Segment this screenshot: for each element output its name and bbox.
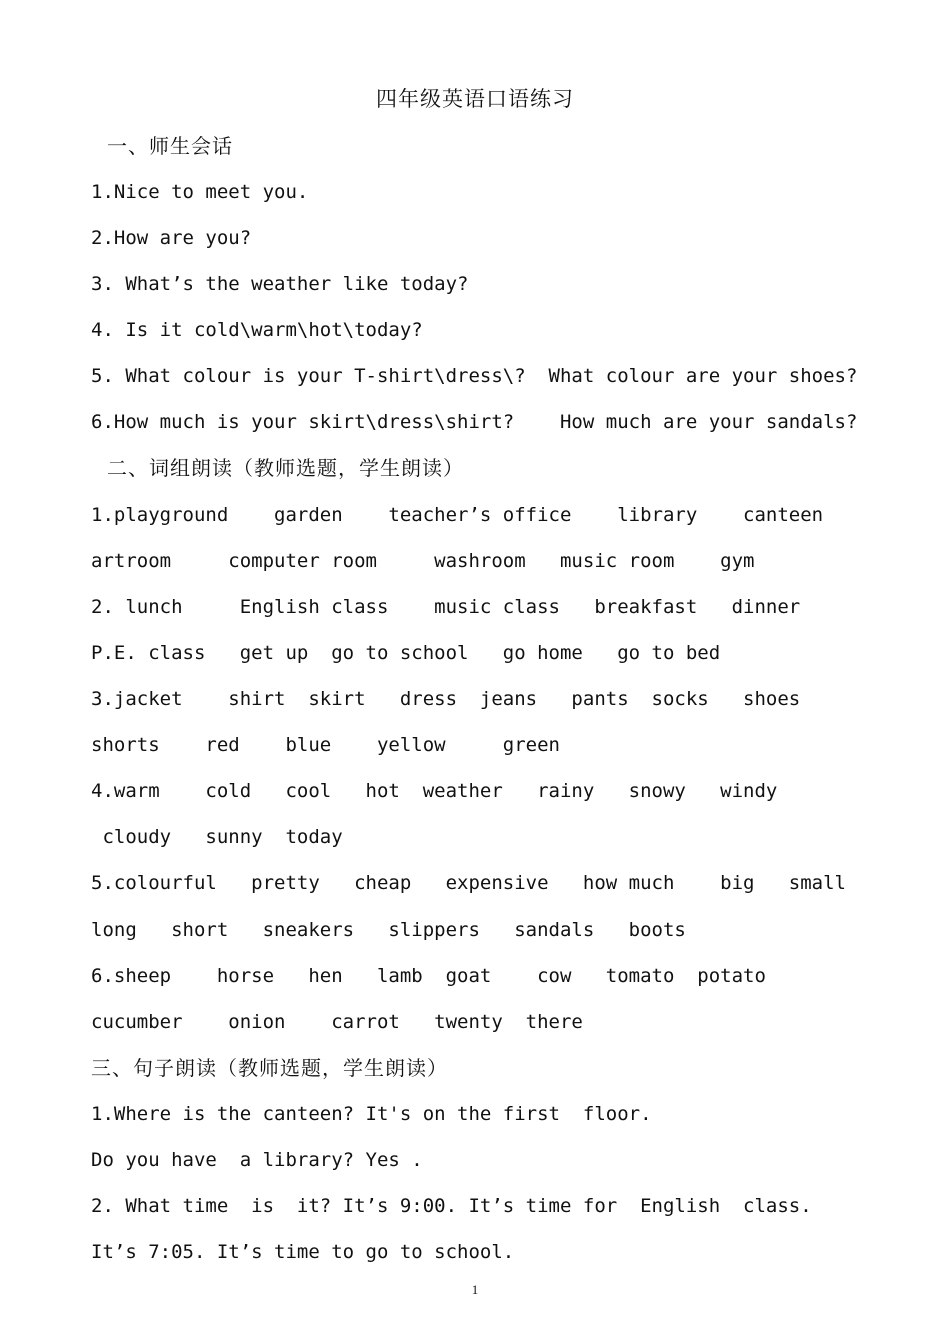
section-heading-sentences: 三、句子朗读（教师选题，学生朗读） xyxy=(91,1056,448,1080)
phrase-line: 1.playground garden teacher’s office library canteen xyxy=(91,504,824,526)
sentence-line: 2. What time is it? It’s 9:00. It’s time for English class. xyxy=(91,1195,812,1217)
section-heading-dialogue: 一、师生会话 xyxy=(107,134,233,158)
dialogue-line: 1.Nice to meet you. xyxy=(91,181,309,203)
phrase-line: artroom computer room washroom music room gym xyxy=(91,550,755,572)
phrase-line: 5.colourful pretty cheap expensive how much big small xyxy=(91,872,846,894)
dialogue-line: 2.How are you? xyxy=(91,227,252,249)
sentence-line: It’s 7:05. It’s time to go to school. xyxy=(91,1241,515,1263)
phrase-line: long short sneakers slippers sandals boots xyxy=(91,919,686,941)
phrase-line: cucumber onion carrot twenty there xyxy=(91,1011,583,1033)
phrase-line: P.E. class get up go to school go home go to bed xyxy=(91,642,721,664)
phrase-line: 4.warm cold cool hot weather rainy snowy windy xyxy=(91,780,778,802)
phrase-line: 6.sheep horse hen lamb goat cow tomato potato xyxy=(91,965,766,987)
dialogue-line: 3. What’s the weather like today? xyxy=(91,273,469,295)
dialogue-line: 4. Is it cold\warm\hot\today? xyxy=(91,319,423,341)
document-title: 四年级英语口语练习 xyxy=(376,87,574,111)
phrase-line: 3.jacket shirt skirt dress jeans pants socks shoes xyxy=(91,688,801,710)
sentence-line: 1.Where is the canteen? It's on the first floor. xyxy=(91,1103,652,1125)
sentence-line: Do you have a library? Yes . xyxy=(91,1149,423,1171)
phrase-line: shorts red blue yellow green xyxy=(91,734,560,756)
section-heading-phrases: 二、词组朗读（教师选题，学生朗读） xyxy=(107,456,464,480)
dialogue-line: 6.How much is your skirt\dress\shirt? How much are your sandals? xyxy=(91,411,858,433)
page-number: 1 xyxy=(471,1282,479,1297)
dialogue-line: 5. What colour is your T-shirt\dress\? What colour are your shoes? xyxy=(91,365,858,387)
phrase-line: 2. lunch English class music class breakfast dinner xyxy=(91,596,801,618)
phrase-line: cloudy sunny today xyxy=(91,826,343,848)
